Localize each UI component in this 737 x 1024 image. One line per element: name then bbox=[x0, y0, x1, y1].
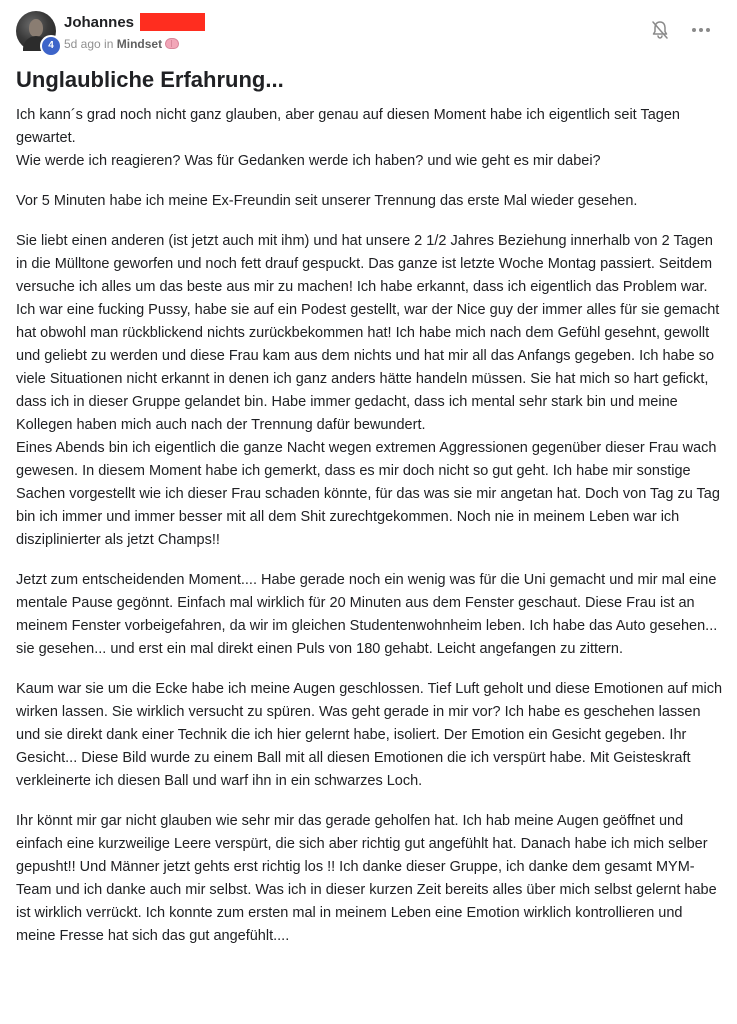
redaction-bar bbox=[140, 13, 205, 31]
post-title: Unglaubliche Erfahrung... bbox=[16, 67, 284, 92]
text-line: Eines Abends bin ich eigentlich die ganze Nacht wegen extremen Aggressionen gegenüber dieser Frau wach gewesen. In diesem Moment habe ich gemerkt, dass es mir doch nicht so gut geht. Ich habe mir sonstige Sachen vorgestellt wie ich dieser Frau schaden könnte, für das was sie mir angetan hat. Doch von Tag zu Tag bin ich immer und immer besser mit all dem Shit zurechtgekommen. Noch nie in meinem Leben war ich disziplinierter als jetzt Champs!! bbox=[16, 440, 720, 548]
post-body bbox=[16, 104, 724, 965]
author-name[interactable]: Johannes bbox=[64, 14, 135, 31]
text-line: Jetzt zum entscheidenden Moment.... Habe gerade noch ein wenig was für die Uni gemacht und mir mal eine mentale Pause gegönnt. Einfach mal wirklich für 20 Minuten aus dem Fenster geschaut. Diese Frau ist an meinem Fenster vorbeigefahren, da wir im gleichen Studentenwohnheim leben. Ich habe das Auto gesehen... sie gesehen... und erst ein mal direkt einen Puls von 180 gehabt. Leicht angefangen zu zittern. bbox=[16, 572, 718, 657]
paragraph bbox=[16, 190, 724, 213]
post-header bbox=[16, 9, 721, 53]
text-line: Ihr könnt mir gar nicht glauben wie sehr mir das gerade geholfen hat. Ich hab meine Augen geöffnet und einfach eine kurzweilige Leere verspürt, die sich aber richtig gut angefühlt hat. Danach habe ich mich selber gepusht!! Und Männer jetzt gehts erst richtig los !! Ich danke dieser Gruppe, ich danke dem gesamt MYM-Team und ich danke auch mir selbst. Was ich in dieser kurzen Zeit bereits alles über mich selbst gelernt habe ist wirklich verrückt. Ich konnte zum ersten mal in meinem Leben eine Emotion wirklich kontrollieren und meine Fresse hat sich das gut angefühlt.... bbox=[16, 813, 717, 944]
level-badge: 4 bbox=[40, 35, 62, 57]
text-line: Vor 5 Minuten habe ich meine Ex-Freundin seit unserer Trennung das erste Mal wieder gesehen. bbox=[16, 193, 638, 209]
more-options-button[interactable] bbox=[688, 19, 714, 41]
paragraph bbox=[16, 230, 724, 552]
paragraph bbox=[16, 104, 724, 173]
avatar[interactable] bbox=[16, 11, 56, 51]
notification-bell-button[interactable] bbox=[649, 19, 671, 41]
author-name-row bbox=[64, 13, 205, 31]
bell-icon bbox=[649, 19, 671, 41]
post-meta bbox=[64, 37, 179, 51]
avatar-face bbox=[29, 19, 43, 37]
text-line: Wie werde ich reagieren? Was für Gedanken werde ich haben? und wie geht es mir dabei? bbox=[16, 153, 601, 169]
more-options-icon bbox=[688, 19, 714, 41]
paragraph bbox=[16, 569, 724, 661]
text-line: Sie liebt einen anderen (ist jetzt auch mit ihm) und hat unsere 2 1/2 Jahres Beziehung innerhalb von 2 Tagen in die Mülltone geworfen und noch fett drauf gespuckt. Das ganze ist letzte Woche Montag passiert. Seitdem versuche ich alles um das beste aus mir zu machen! Ich habe erkannt, dass ich eigentlich das Problem war. Ich war eine fucking Pussy, habe sie auf ein Podest gestellt, war der Nice guy der immer alles für sie gemacht hat obwohl man rückblickend nichts zurückbekommen hat! Ich habe mich nach dem Gefühl gesehnt, gewollt und geliebt zu werden und diese Frau kam aus dem nichts und hat mir all das Anfangs gegeben. Ich habe so viele Situationen nicht erkannt in denen ich ganz anders hätte handeln müssen. Sie hat mich so hart gefickt, dass ich in dieser Gruppe gelandet bin. Habe immer gedacht, dass ich mental sehr stark bin und meine Kollegen haben mich auch nach der Trennung dafür bewundert. bbox=[16, 233, 720, 433]
brain-icon bbox=[165, 38, 179, 49]
category-link[interactable]: Mindset bbox=[116, 37, 163, 51]
paragraph bbox=[16, 810, 724, 948]
text-line: Kaum war sie um die Ecke habe ich meine Augen geschlossen. Tief Luft geholt und diese Emotionen auf mich wirken lassen. Sie wirklich versucht zu spüren. Was geht gerade in mir vor? Ich habe es geschehen lassen und sie direkt dank einer Technik die ich hier gelernt habe, isoliert. Der Emotion ein Gesicht gegeben. Ihr Gesicht... Diese Bild wurde zu einem Ball mit all diesen Emotionen die ich verspürt habe. Mit Geisteskraft verkleinerte ich diesen Ball und warf ihn in ein schwarzes Loch. bbox=[16, 681, 723, 789]
post-time: 5d ago in bbox=[64, 37, 114, 51]
paragraph bbox=[16, 678, 724, 793]
text-line: Ich kann´s grad noch nicht ganz glauben, aber genau auf diesen Moment habe ich eigentlich seit Tagen gewartet. bbox=[16, 107, 680, 146]
